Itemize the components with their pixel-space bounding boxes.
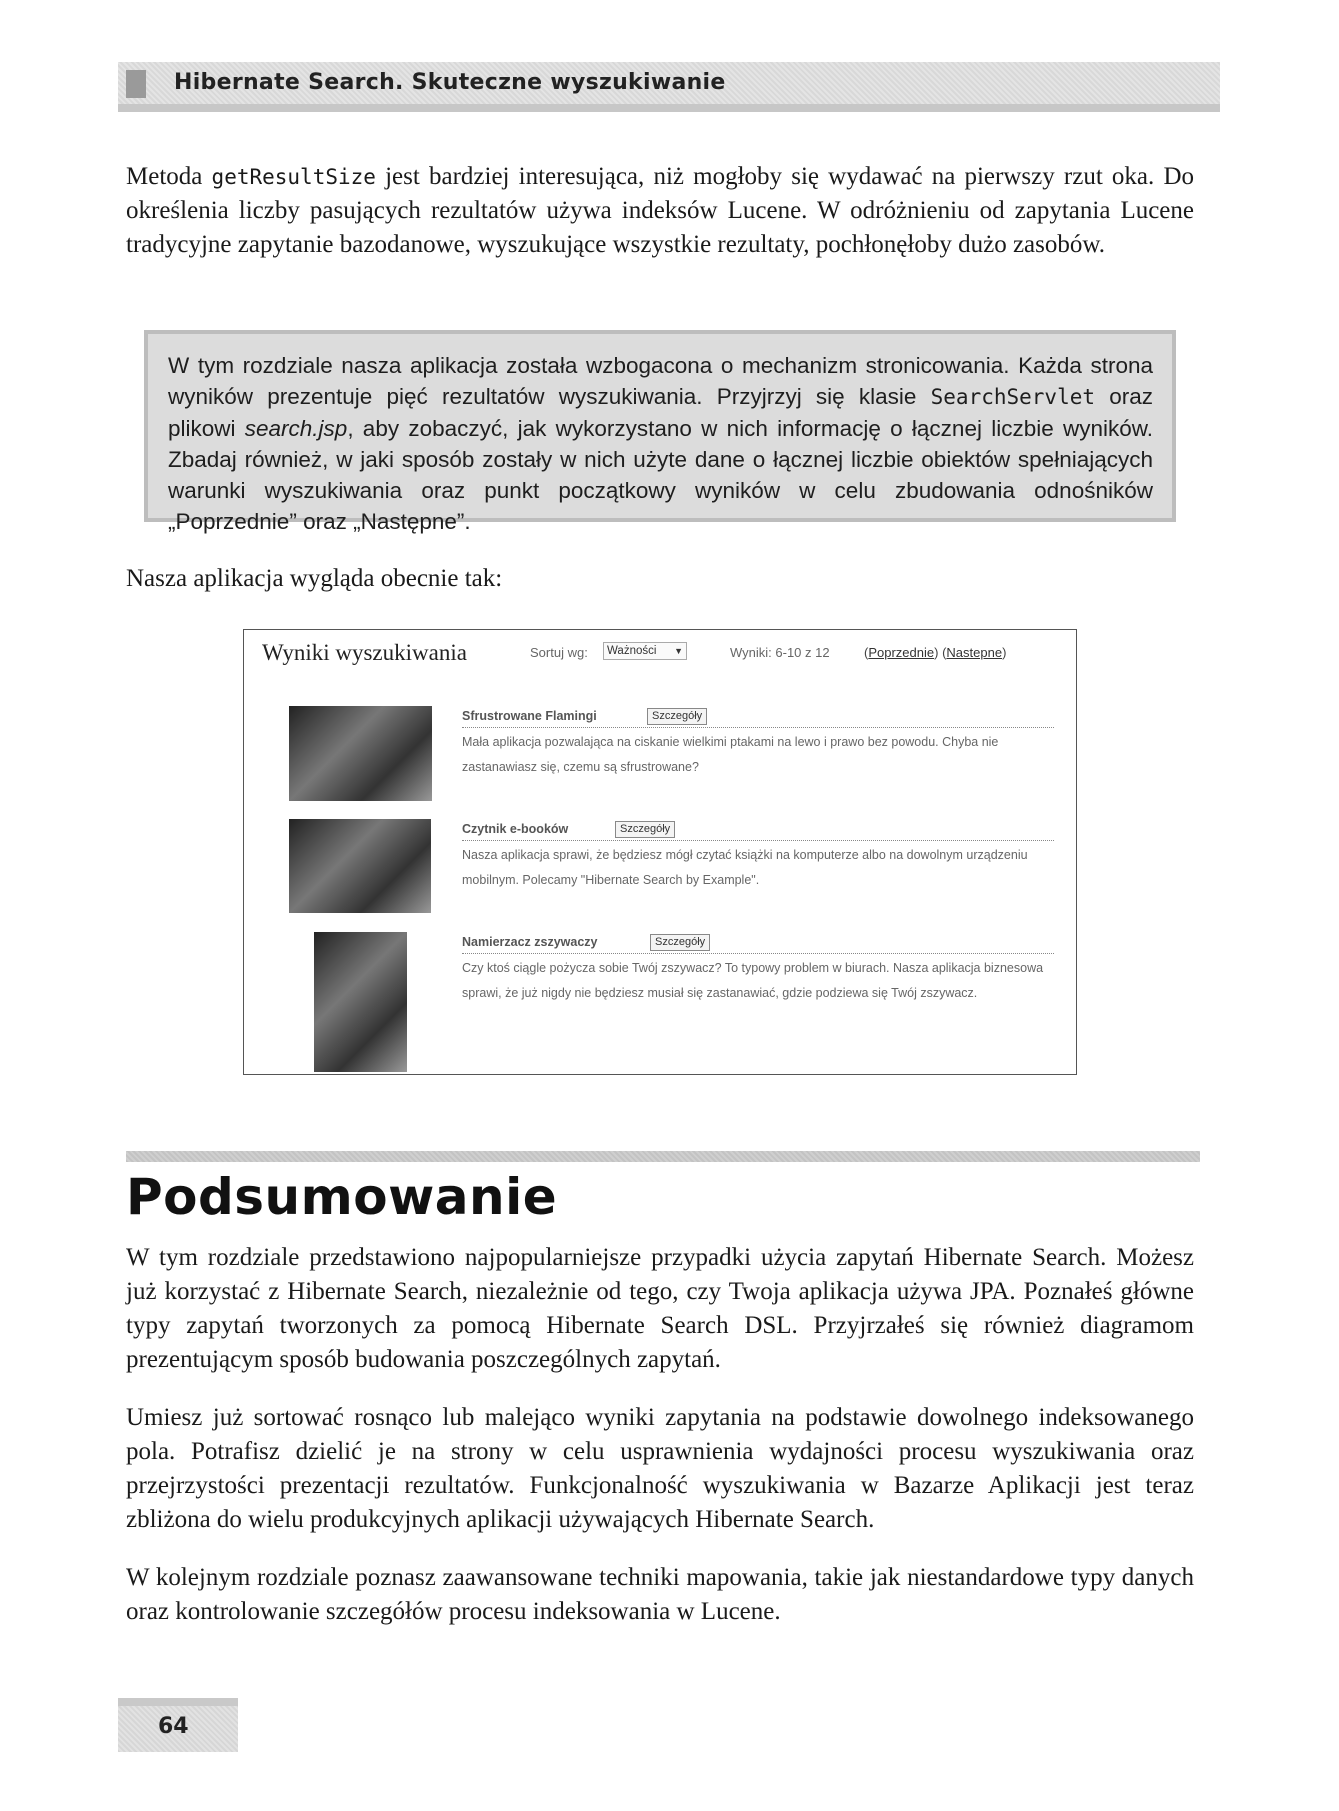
chevron-down-icon: ▼	[674, 646, 683, 656]
item-name: Namierzacz zszywaczy	[462, 935, 598, 949]
note-text	[168, 350, 1153, 537]
next-link[interactable]: Nastepne	[946, 645, 1003, 660]
intro-text-end: jest bardziej interesująca, niż mogłoby się wydawać na pierwszy rzut oka. Do określenia liczby pasujących rezultatów używa indeksów Lucene. W odróżnieniu od zapytania Lucene tradycyjne zapytanie bazodanowe, wyszukujące wszystkie rezultaty, pochłonęłoby dużo zasobów.	[126, 163, 1194, 258]
note-text-3: , aby zobaczyć, jak wykorzystano w nich informację o łącznej liczbie wyników. Zbadaj również, w jaki sposób zostały w nich użyte dane o łącznej liczbie obiektów spełniających warunki wyszukiwania oraz punkt początkowy wyników w celu zbudowania odnośników „Poprzednie” oraz „Następne”.	[168, 416, 1153, 534]
page-number-rule	[118, 1698, 238, 1706]
page-number: 64	[158, 1714, 189, 1739]
figure-title: Wyniki wyszukiwania	[262, 640, 467, 665]
sort-select-value: Ważności	[607, 645, 657, 657]
header-rule	[118, 104, 1220, 112]
book-title: Hibernate Search. Skuteczne wyszukiwanie	[174, 70, 726, 95]
item-description: Czy ktoś ciągle pożycza sobie Twój zszywacz? To typowy problem w biurach. Nasza aplikacja biznesowa sprawi, że już nigdy nie będziesz musiał się zastanawiać, gdzie podziewa się Twój zszywacz.	[462, 961, 1044, 1000]
intro-paragraph	[126, 160, 1194, 262]
summary-paragraph-1: W tym rozdziale przedstawiono najpopularniejsze przypadki użycia zapytań Hibernate Search. Możesz już korzystać z Hibernate Search, niezależnie od tego, czy Twoja aplikacja używa JPA. Poznałeś główne typy zapytań tworzonych za pomocą Hibernate Search DSL. Przyjrzałeś się również diagramom prezentującym sposób budowania poszczególnych zapytań.	[126, 1244, 1194, 1373]
results-count: Wyniki: 6-10 z 12	[730, 645, 830, 660]
sort-label: Sortuj wg:	[530, 645, 588, 660]
summary-paragraph-3: W kolejnym rozdziale poznasz zaawansowane techniki mapowania, takie jak niestandardowe typy danych oraz kontrolowanie szczegółów procesu indeksowania w Lucene.	[126, 1564, 1194, 1625]
note-box	[144, 330, 1176, 534]
pagination: (Poprzednie) (Nastepne)	[864, 645, 1007, 660]
note-text-1: W tym rozdziale nasza aplikacja została wzbogacona o mechanizm stronicowania. Każda strona wyników prezentuje pięć rezultatów wyszukiwania. Przyjrzyj się klasie	[168, 353, 1153, 409]
intro-code: getResultSize	[211, 165, 376, 189]
item-divider	[462, 953, 1054, 954]
running-header	[118, 62, 1220, 112]
details-button[interactable]: Szczegóły	[650, 934, 710, 951]
flamingo-thumbnail	[289, 706, 432, 801]
note-file: search.jsp	[244, 416, 348, 441]
sort-select[interactable]	[603, 642, 687, 660]
details-button[interactable]: Szczegóły	[647, 708, 707, 725]
section-rule	[126, 1151, 1200, 1162]
note-text-2: oraz plikowi	[168, 384, 1153, 441]
summary-paragraph-2: Umiesz już sortować rosnąco lub malejąco wyniki zapytania na podstawie dowolnego indeksowanego pola. Potrafisz dzielić je na strony w celu usprawnienia wydajności procesu wyszukiwania oraz przejrzystości prezentacji rezultatów. Funkcjonalność wyszukiwania w Bazarze Aplikacji jest teraz zbliżona do wielu produkcyjnych aplikacji używających Hibernate Search.	[126, 1404, 1194, 1533]
details-button[interactable]: Szczegóły	[615, 821, 675, 838]
item-description: Mała aplikacja pozwalająca na ciskanie wielkimi ptakami na lewo i prawo bez powodu. Chyba nie zastanawiasz się, czemu są sfrustrowane?	[462, 735, 999, 774]
page-number-box	[118, 1698, 238, 1752]
item-divider	[462, 840, 1054, 841]
prev-link[interactable]: Poprzednie	[868, 645, 935, 660]
header-marker	[126, 70, 146, 98]
search-results-figure	[243, 629, 1077, 1075]
item-divider	[462, 727, 1054, 728]
item-name: Czytnik e-booków	[462, 822, 569, 836]
item-name: Sfrustrowane Flamingi	[462, 709, 597, 723]
section-title: Podsumowanie	[126, 1168, 558, 1226]
app-intro: Nasza aplikacja wygląda obecnie tak:	[126, 565, 503, 592]
stapler-thumbnail	[314, 932, 407, 1072]
note-code: SearchServlet	[930, 385, 1096, 409]
ebook-reader-thumbnail	[289, 819, 431, 913]
intro-text-start: Metoda	[126, 163, 212, 190]
item-description: Nasza aplikacja sprawi, że będziesz mógł czytać książki na komputerze albo na dowolnym urządzeniu mobilnym. Polecamy "Hibernate Search by Example".	[462, 848, 1028, 887]
